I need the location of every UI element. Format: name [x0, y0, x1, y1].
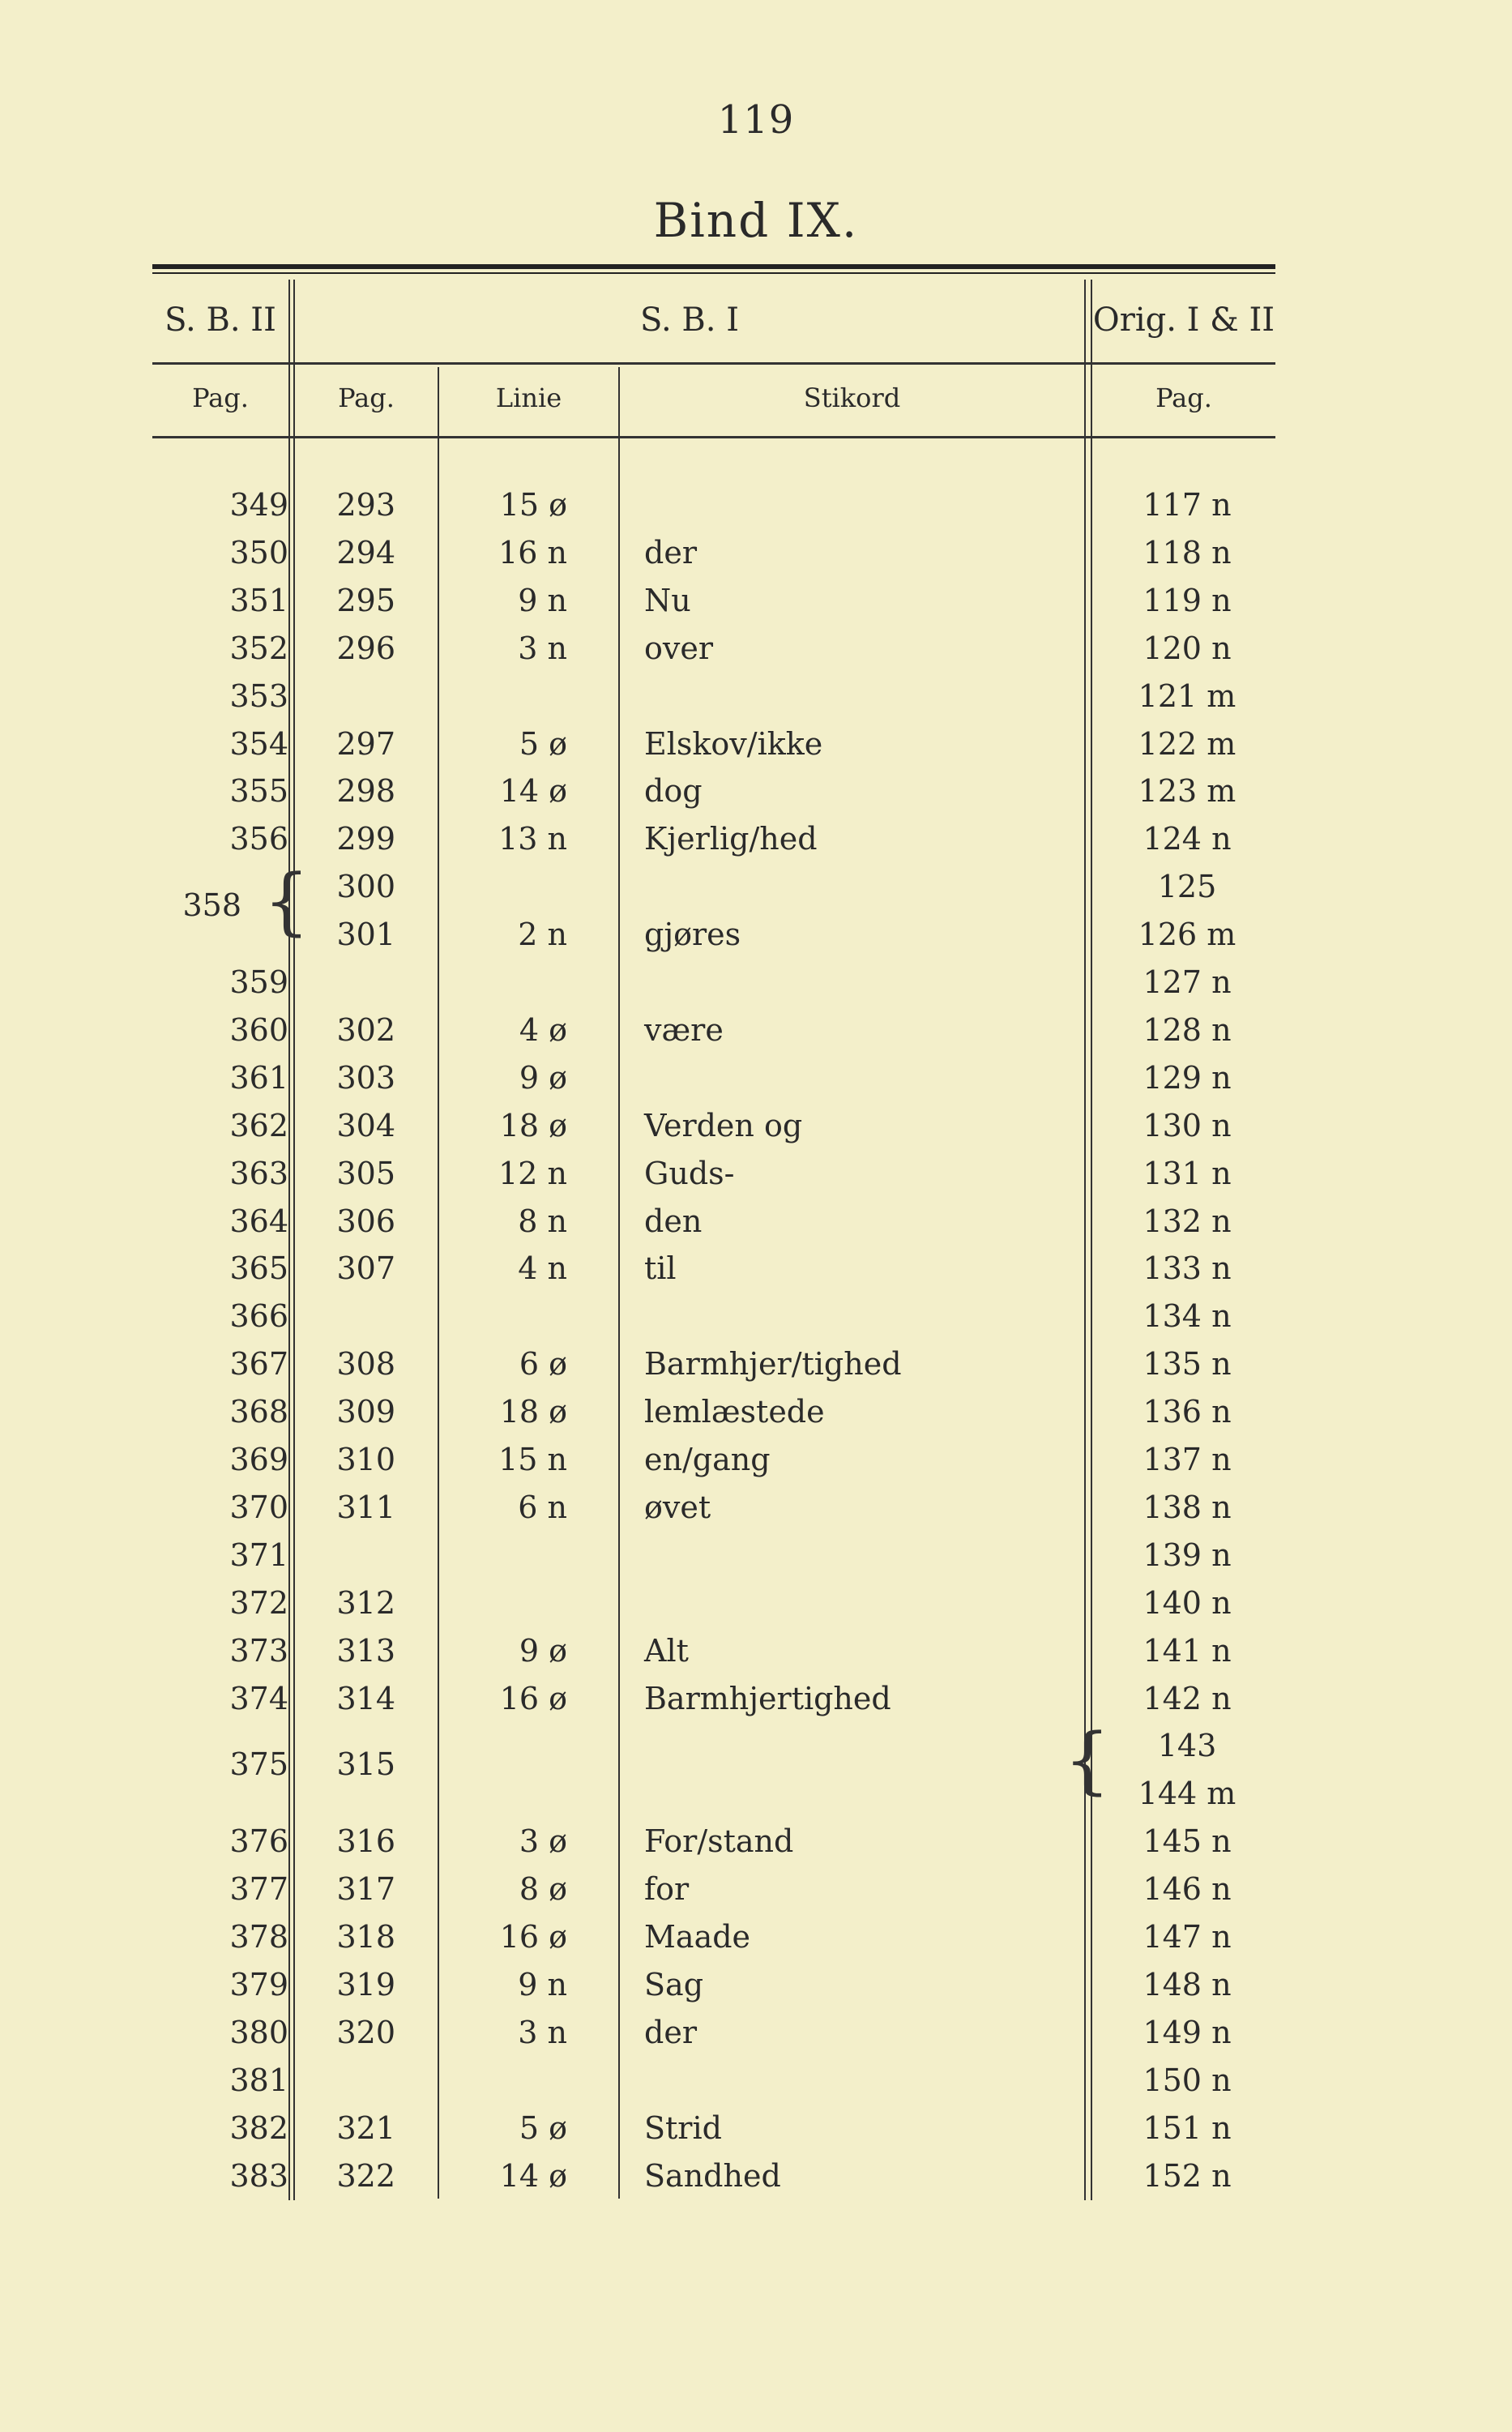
table-cell-a: 353: [229, 678, 288, 714]
table-cell-e: 125: [1157, 869, 1217, 904]
table-cell-e: 121 m: [1138, 678, 1237, 714]
table-cell-b: 302: [336, 1012, 395, 1048]
table-cell-a: 380: [229, 2015, 288, 2050]
table-cell-c: 6 ø: [519, 1346, 567, 1382]
table-cell-d: dog: [644, 773, 703, 809]
subheader-pag-orig: Pag.: [1155, 383, 1212, 413]
table-cell-e: 126 m: [1138, 917, 1237, 952]
table-cell-c: 3 ø: [519, 1823, 567, 1859]
table-cell-e: 148 n: [1143, 1967, 1232, 2002]
table-cell-c: 12 n: [498, 1156, 567, 1191]
table-cell-e: 140 n: [1143, 1585, 1232, 1621]
header-sb1: S. B. I: [639, 301, 740, 339]
table-cell-b: [306, 676, 395, 716]
table-cell-c: 14 ø: [499, 773, 567, 809]
brace-375: {: [1064, 1718, 1111, 1803]
table-cell-d: gjøres: [644, 917, 741, 952]
table-cell-e: 139 n: [1143, 1537, 1232, 1573]
table-cell-d: For/stand: [644, 1823, 794, 1859]
table-cell-e: 136 n: [1143, 1394, 1232, 1430]
subheader-pag-sb2: Pag.: [192, 383, 249, 413]
table-cell-b: 304: [336, 1108, 395, 1143]
table-cell-a: 370: [229, 1490, 288, 1525]
page-number: 119: [717, 97, 795, 143]
table-cell-c: [454, 866, 567, 907]
table-cell-d: [644, 1725, 1066, 1766]
table-cell-a: 356: [229, 821, 288, 857]
table-cell-d: Alt: [644, 1633, 689, 1669]
table-cell-a: 351: [229, 583, 288, 618]
table-cell-e: 118 n: [1143, 535, 1232, 571]
table-cell-e: 130 n: [1143, 1108, 1232, 1143]
table-cell-e: 134 n: [1143, 1298, 1232, 1334]
table-cell-e: 131 n: [1143, 1156, 1232, 1191]
table-cell-a: 363: [229, 1156, 288, 1191]
table-cell-a: 377: [229, 1871, 288, 1907]
subheader-rule: [152, 436, 1275, 438]
table-cell-b: 316: [336, 1823, 395, 1859]
table-cell-e: 122 m: [1138, 726, 1237, 762]
table-cell-a: 365: [229, 1250, 288, 1286]
table-cell-b: 305: [336, 1156, 395, 1191]
table-cell-a: 350: [229, 535, 288, 571]
table-cell-c: 9 n: [518, 583, 567, 618]
table-cell-d: [644, 1535, 1066, 1575]
table-cell-c: [454, 676, 567, 716]
subheader-linie: Linie: [495, 383, 562, 413]
table-cell-b: 319: [336, 1967, 395, 2002]
brace-358: {: [263, 859, 310, 944]
table-cell-d: [644, 866, 1066, 907]
table-cell-c: [454, 1725, 567, 1766]
table-cell-b: 320: [336, 2015, 395, 2050]
table-cell-b: [306, 1296, 395, 1336]
table-cell-b: 308: [336, 1346, 395, 1382]
table-cell-a: 368: [229, 1394, 288, 1430]
table-cell-c: 6 n: [518, 1490, 567, 1525]
table-cell-a: 374: [229, 1681, 288, 1716]
table-cell-e: 133 n: [1143, 1250, 1232, 1286]
table-cell-b: 298: [336, 773, 395, 809]
table-cell-a: 379: [229, 1967, 288, 2002]
table-cell-c: 3 n: [518, 630, 567, 666]
table-cell-d: over: [644, 630, 713, 666]
table-cell-c: 8 ø: [519, 1871, 567, 1907]
top-rule-thick: [152, 264, 1275, 269]
table-cell-e: 127 n: [1143, 964, 1232, 1000]
table-cell-d: der: [644, 2015, 697, 2050]
table-cell-e: 129 n: [1143, 1060, 1232, 1096]
table-cell-e: 141 n: [1143, 1633, 1232, 1669]
table-cell-a: 381: [229, 2062, 288, 2098]
table-cell-a: 376: [229, 1823, 288, 1859]
table-cell-d: Sandhed: [644, 2158, 781, 2194]
table-cell-e: 123 m: [1138, 773, 1237, 809]
top-rule-thin: [152, 272, 1275, 274]
table-cell-c: 18 ø: [499, 1108, 567, 1143]
table-cell-b: 307: [336, 1250, 395, 1286]
table-cell-e: 151 n: [1143, 2110, 1232, 2146]
table-cell-b: 310: [336, 1442, 395, 1477]
table-cell-c: 9 ø: [519, 1633, 567, 1669]
table-cell-b: 313: [336, 1633, 395, 1669]
table-cell-a: 355: [229, 773, 288, 809]
table-cell-e: 128 n: [1143, 1012, 1232, 1048]
page-title: Bind IX.: [653, 193, 859, 248]
table-cell-b: 321: [336, 2110, 395, 2146]
table-cell-b: 300: [336, 869, 395, 904]
table-cell-a: 367: [229, 1346, 288, 1382]
table-cell-d: Kjerlig/hed: [644, 821, 818, 857]
table-cell-d: til: [644, 1250, 677, 1286]
table-cell-e: 138 n: [1143, 1490, 1232, 1525]
table-cell-a: 349: [229, 487, 288, 523]
table-cell-b: [306, 2060, 395, 2101]
subheader-pag-sb1: Pag.: [338, 383, 395, 413]
table-cell-e: 135 n: [1143, 1346, 1232, 1382]
table-cell-c: [454, 1583, 567, 1623]
table-cell-c: [454, 2060, 567, 2101]
table-cell-b: 299: [336, 821, 395, 857]
table-cell-c: 14 ø: [499, 2158, 567, 2194]
table-cell-b: 303: [336, 1060, 395, 1096]
table-cell-e: 137 n: [1143, 1442, 1232, 1477]
table-cell-c: [454, 962, 567, 1002]
table-cell-a: 369: [229, 1442, 288, 1477]
table-cell-e: 146 n: [1143, 1871, 1232, 1907]
table-cell-a: 364: [229, 1203, 288, 1239]
table-cell-c: 18 ø: [499, 1394, 567, 1430]
header-rule: [152, 362, 1275, 365]
table-cell-d: [644, 962, 1066, 1002]
table-cell-a: 383: [229, 2158, 288, 2194]
table-cell-b: 301: [336, 917, 395, 952]
table-cell-b: 294: [336, 535, 395, 571]
table-cell-b: 306: [336, 1203, 395, 1239]
table-cell-c: [454, 1296, 567, 1336]
table-cell-c: 5 ø: [519, 726, 567, 762]
table-cell-a: 359: [229, 964, 288, 1000]
table-cell-b: 311: [336, 1490, 395, 1525]
table-cell-d: Verden og: [644, 1108, 803, 1143]
table-cell-e: 120 n: [1143, 630, 1232, 666]
table-cell-b: 309: [336, 1394, 395, 1430]
table-cell-a: 354: [229, 726, 288, 762]
table-cell-d: en/gang: [644, 1442, 771, 1477]
table-cell-b: 293: [336, 487, 395, 523]
col-divider-4b: [1091, 280, 1092, 2200]
table-cell-b: 314: [336, 1681, 395, 1716]
header-sb2: S. B. II: [164, 301, 276, 339]
table-cell-b: 296: [336, 630, 395, 666]
table-cell-c: 16 n: [498, 535, 567, 571]
table-cell-a: 361: [229, 1060, 288, 1096]
table-cell-a: 378: [229, 1919, 288, 1955]
table-cell-d: [644, 2060, 1066, 2101]
table-cell-d: øvet: [644, 1490, 711, 1525]
table-cell-c: 4 ø: [519, 1012, 567, 1048]
table-cell-b: 312: [336, 1585, 395, 1621]
table-cell-d: [644, 1773, 1066, 1814]
table-cell-d: Elskov/ikke: [644, 726, 823, 762]
table-cell-e: 117 n: [1143, 487, 1232, 523]
table-cell-d: lemlæstede: [644, 1394, 825, 1430]
table-cell-b: 318: [336, 1919, 395, 1955]
table-cell-c: 2 n: [518, 917, 567, 952]
table-cell-e: 124 n: [1143, 821, 1232, 857]
table-cell-a: 373: [229, 1633, 288, 1669]
table-cell-c: 15 n: [498, 1442, 567, 1477]
table-cell-a: 362: [229, 1108, 288, 1143]
table-cell-d: Strid: [644, 2110, 722, 2146]
col-divider-3: [618, 367, 620, 2199]
table-cell-e: 144 m: [1138, 1776, 1237, 1811]
table-cell-d: Nu: [644, 583, 691, 618]
table-cell-c: 3 n: [518, 2015, 567, 2050]
table-cell-e: 149 n: [1143, 2015, 1232, 2050]
table-cell-d: [644, 1058, 1066, 1098]
table-cell-b: 317: [336, 1871, 395, 1907]
table-cell-c: [454, 1773, 567, 1814]
merged-cell-375-b: 315: [336, 1746, 395, 1782]
header-orig: Orig. I & II: [1092, 301, 1275, 339]
table-cell-e: 152 n: [1143, 2158, 1232, 2194]
table-cell-c: 16 ø: [499, 1681, 567, 1716]
table-cell-d: den: [644, 1203, 703, 1239]
table-cell-d: Maade: [644, 1919, 751, 1955]
table-cell-a: 371: [229, 1537, 288, 1573]
table-cell-d: være: [644, 1012, 724, 1048]
table-cell-c: 9 n: [518, 1967, 567, 2002]
merged-cell-358: 358: [182, 887, 241, 923]
table-cell-e: 132 n: [1143, 1203, 1232, 1239]
table-cell-c: 13 n: [498, 821, 567, 857]
table-cell-a: 382: [229, 2110, 288, 2146]
table-cell-d: for: [644, 1871, 690, 1907]
table-cell-d: Guds-: [644, 1156, 735, 1191]
table-cell-e: 150 n: [1143, 2062, 1232, 2098]
table-cell-e: 147 n: [1143, 1919, 1232, 1955]
subheader-stikord: Stikord: [803, 383, 901, 413]
table-cell-c: 9 ø: [519, 1060, 567, 1096]
table-cell-d: Sag: [644, 1967, 704, 2002]
table-cell-d: [644, 676, 1066, 716]
table-cell-c: 15 ø: [499, 487, 567, 523]
col-divider-2: [438, 367, 439, 2199]
table-cell-c: 16 ø: [499, 1919, 567, 1955]
table-cell-c: 5 ø: [519, 2110, 567, 2146]
table-cell-b: 295: [336, 583, 395, 618]
table-cell-c: 8 n: [518, 1203, 567, 1239]
table-cell-c: [454, 1535, 567, 1575]
table-cell-d: [644, 1583, 1066, 1623]
merged-cell-375-a: 375: [229, 1746, 288, 1782]
table-cell-d: der: [644, 535, 697, 571]
table-cell-b: [306, 1535, 395, 1575]
col-divider-1a: [288, 280, 290, 2200]
table-cell-e: 143: [1157, 1728, 1217, 1763]
table-cell-b: 322: [336, 2158, 395, 2194]
table-cell-d: [644, 485, 1066, 525]
table-cell-a: 352: [229, 630, 288, 666]
col-divider-1b: [293, 280, 295, 2200]
table-cell-c: 4 n: [518, 1250, 567, 1286]
col-divider-4a: [1084, 280, 1086, 2200]
table-cell-a: 372: [229, 1585, 288, 1621]
table-cell-e: 142 n: [1143, 1681, 1232, 1716]
table-cell-b: [306, 962, 395, 1002]
table-cell-e: 145 n: [1143, 1823, 1232, 1859]
table-cell-d: [644, 1296, 1066, 1336]
table-cell-a: 360: [229, 1012, 288, 1048]
table-cell-b: 297: [336, 726, 395, 762]
table-cell-a: 366: [229, 1298, 288, 1334]
table-cell-d: Barmhjer/tighed: [644, 1346, 902, 1382]
table-cell-e: 119 n: [1143, 583, 1232, 618]
table-cell-d: Barmhjertighed: [644, 1681, 891, 1716]
